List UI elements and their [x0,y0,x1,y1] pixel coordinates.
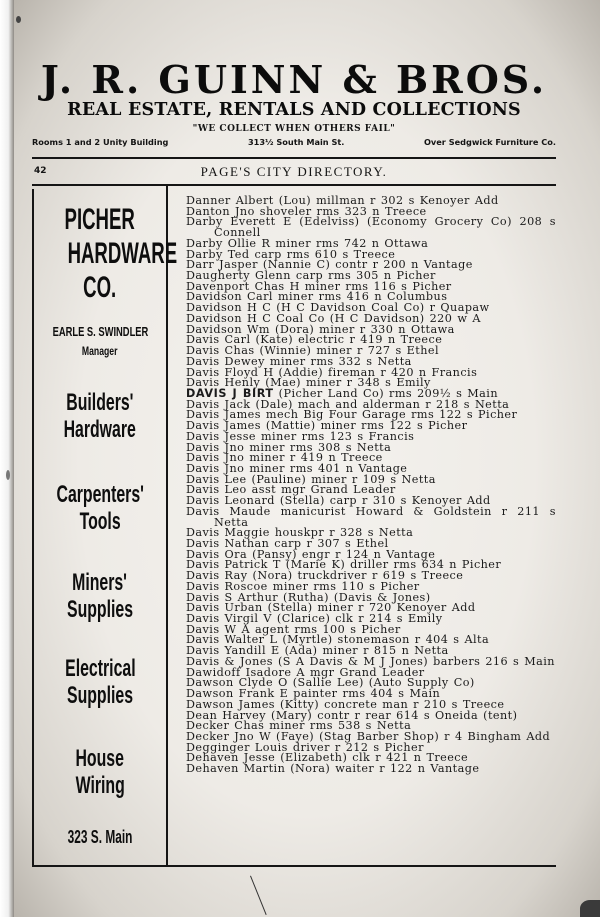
directory-entry: Degginger Louis driver r 212 s Picher [186,740,424,754]
column-divider [166,186,168,866]
firm-name: J. R. GUINN & BROS. [40,57,548,102]
product-line: Builders' [66,389,134,416]
firm-slogan: "WE COLLECT WHEN OTHERS FAIL" [192,124,396,134]
directory-entries [186,196,556,775]
directory-entry: Davis S Arthur (Rutha) (Davis & Jones) [186,590,431,604]
directory-entry: Davidson Carl miner rms 416 n Columbus [186,290,448,304]
paper-tear [580,900,600,917]
store-name-line: PICHER [64,203,136,236]
directory-entry: Darby Ollie R miner rms 742 n Ottawa [186,236,429,250]
directory-entry: Davis Jno miner rms 308 s Netta [186,440,392,454]
directory-entry: Davis Floyd H (Addie) fireman r 420 n Francis [186,365,478,379]
firm-location: Over Sedgwick Furniture Co. [423,137,556,147]
page-edge-mark [6,470,10,480]
directory-entry: Davis James mech Big Four Garage rms 122 s Picher [186,408,518,422]
directory-entry: Davenport Chas H miner rms 116 s Picher [186,279,452,293]
ink-spot [16,16,21,23]
store-address-text: 323 S. Main [67,827,133,847]
directory-entry: Davis Chas (Winnie) miner r 727 s Ethel [186,344,439,358]
product-line: Carpenters' [56,481,144,508]
directory-entry: Davis Maude manicurist Howard & Goldstein r 211 s Netta [186,504,556,529]
directory-entry: Davis Jno miner rms 401 n Vantage [186,461,408,475]
directory-entry: Davis Yandill E (Ada) miner r 815 n Netta [186,644,449,658]
directory-entry: Decker Chas miner rms 538 s Netta [186,719,412,733]
directory-entry: Davis Jack (Dale) mach and alderman r 218 s Netta [186,397,510,411]
featured-entry-name: DAVIS J BIRT [186,386,274,400]
directory-entry: Davis Jno miner r 419 n Treece [186,451,383,465]
product-line: Wiring [75,772,125,799]
directory-entry: Davis Leo asst mgr Grand Leader [186,483,396,497]
directory-entry: Davis Dewey miner rms 332 s Netta [186,354,412,368]
directory-entry: Darby Everett E (Edelviss) (Economy Grocery Co) 208 s Connell [186,215,556,240]
store-name-line: HARDWARE [67,237,178,270]
store-name-line: CO. [83,271,117,304]
running-head-rule [32,184,556,186]
directory-entry: Davis Nathan carp r 307 s Ethel [186,537,389,550]
footer-rule [32,865,556,867]
product-miners-supplies [34,569,166,623]
directory-entry: Davis Patrick T (Marie K) driller rms 634 n Picher [186,558,502,572]
directory-entry: Davidson Wm (Dora) miner r 330 n Ottawa [186,322,455,336]
directory-entry: Danton Jno shoveler rms 323 n Treece [186,204,427,218]
product-line: House [75,745,125,772]
manager-title: Manager [82,344,118,358]
directory-entry: Dawson Clyde O (Sallie Lee) (Auto Supply Co) [186,676,475,690]
header-rule [32,157,556,159]
directory-entry: Davidson H C (H C Davidson Coal Co) r Quapaw [186,301,490,315]
product-line: Electrical [64,655,136,682]
directory-entry: Davis Urban (Stella) miner r 720 Kenoyer Add [186,601,476,615]
directory-entry: Dean Harvey (Mary) contr r rear 614 s Oneida (tent) [186,708,518,722]
directory-entry: Decker Jno W (Faye) (Stag Barber Shop) r 4 Bingham Add [186,729,551,743]
directory-entry: Darby Ted carp rms 610 s Treece [186,247,396,261]
firm-rooms: Rooms 1 and 2 Unity Building [32,137,169,147]
guinn-bros-advertisement [32,57,556,148]
directory-entry: Dawson James (Kitty) concrete man r 210 s Treece [186,697,505,711]
directory-entry: Davidson H C Coal Co (H C Davidson) 220 w A [186,311,481,325]
directory-entry: Daugherty Glenn carp rms 305 n Picher [186,269,436,283]
directory-entry: Davis Henly (Mae) miner r 348 s Emily [186,376,431,390]
directory-entry: Davis James (Mattie) miner rms 122 s Picher [186,419,468,433]
firm-address [32,136,556,148]
directory-entry: Davis Leonard (Stella) carp r 310 s Kenoyer Add [186,494,491,508]
featured-entry-details: (Picher Land Co) rms 209½ s Main [278,386,498,400]
directory-title: PAGE'S CITY DIRECTORY. [200,164,388,179]
directory-entry: Danner Albert (Lou) millman r 302 s Kenoyer Add [186,194,499,207]
product-builders-hardware [34,389,166,443]
page-binding-edge [0,0,14,917]
product-line: Tools [79,508,121,535]
directory-entry: Davis Jesse miner rms 123 s Francis [186,429,415,443]
firm-street: 313½ South Main St. [247,137,345,147]
directory-entry: Davis Maggie houskpr r 328 s Netta [186,526,414,540]
directory-entry: Davis Roscoe miner rms 110 s Picher [186,579,420,593]
directory-entry: Davis & Jones (S A Davis & M J Jones) barbers 216 s Main [186,654,555,668]
product-line: Supplies [66,596,134,623]
product-house-wiring [34,745,166,799]
directory-entry: Davis Lee (Pauline) miner r 109 s Netta [186,472,436,486]
picher-hardware-advertisement [34,189,178,863]
store-address [34,827,166,847]
directory-entry: Davis Virgil V (Clarice) clk r 214 s Emily [186,612,443,626]
product-electrical-supplies [34,655,166,709]
directory-entry: Davis Walter L (Myrtle) stonemason r 404 s Alta [186,633,490,647]
manager-name: EARLE S. SWINDLER [52,324,149,339]
directory-entry: Davis Carl (Kate) electric r 419 n Treece [186,333,443,347]
directory-entry: Davis Ray (Nora) truckdriver r 619 s Treece [186,569,464,583]
product-line: Miners' [72,569,128,596]
product-carpenters-tools [34,481,166,535]
directory-entry: Dawson Frank E painter rms 404 s Main [186,687,441,701]
page-number: 42 [34,166,47,176]
directory-entry: Dawidoff Isadore A mgr Grand Leader [186,665,425,679]
directory-entry: Dehaven Jesse (Elizabeth) clk r 421 n Treece [186,751,469,765]
product-line: Hardware [63,416,137,443]
directory-entry: Davis Ora (Pansy) engr r 124 n Vantage [186,547,436,561]
store-name [34,203,178,305]
directory-entry: Dehaven Martin (Nora) waiter r 122 n Vantage [186,762,480,776]
manager-block [34,321,166,359]
firm-services: REAL ESTATE, RENTALS AND COLLECTIONS [67,100,521,120]
directory-entry: Darr Jasper (Nannie C) contr r 200 n Vantage [186,258,473,272]
running-head [32,164,556,182]
product-line: Supplies [66,682,134,709]
directory-entry: Davis W A agent rms 100 s Picher [186,622,401,636]
